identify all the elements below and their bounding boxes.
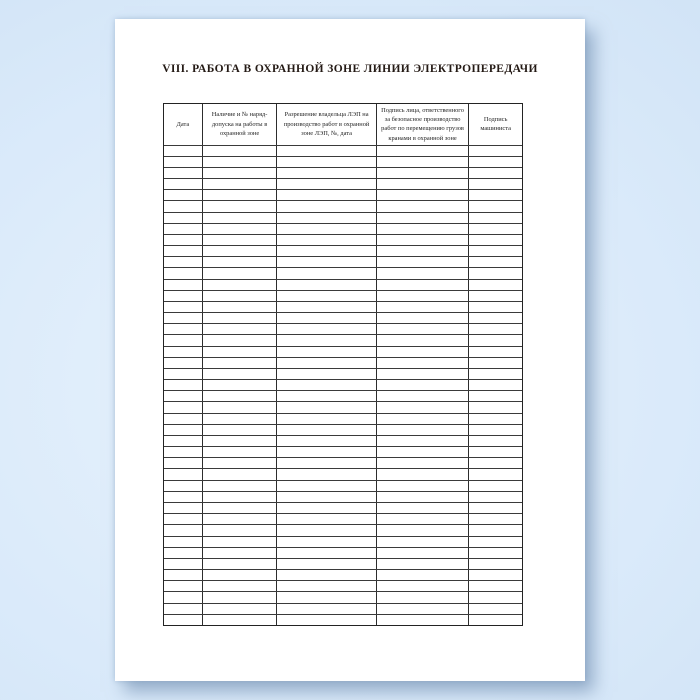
table-cell bbox=[164, 313, 203, 323]
table-cell bbox=[203, 514, 278, 524]
table-row bbox=[164, 334, 522, 345]
table-cell bbox=[277, 179, 376, 189]
table-cell bbox=[203, 324, 278, 334]
table-cell bbox=[277, 503, 376, 513]
table-cell bbox=[203, 291, 278, 301]
table-cell bbox=[277, 615, 376, 625]
table-cell bbox=[164, 268, 203, 278]
table-cell bbox=[277, 548, 376, 558]
table-cell bbox=[377, 324, 469, 334]
table-cell bbox=[377, 414, 469, 424]
table-row bbox=[164, 569, 522, 580]
table-cell bbox=[164, 179, 203, 189]
table-cell bbox=[203, 503, 278, 513]
table-row bbox=[164, 234, 522, 245]
table-cell bbox=[203, 604, 278, 614]
table-cell bbox=[277, 425, 376, 435]
table-cell bbox=[277, 514, 376, 524]
table-cell bbox=[203, 592, 278, 602]
table-cell bbox=[377, 257, 469, 267]
table-row bbox=[164, 413, 522, 424]
table-row bbox=[164, 603, 522, 614]
table-cell bbox=[277, 559, 376, 569]
table-row bbox=[164, 156, 522, 167]
table-cell bbox=[164, 168, 203, 178]
table-cell bbox=[203, 201, 278, 211]
table-cell bbox=[469, 414, 522, 424]
table-row bbox=[164, 323, 522, 334]
table-row bbox=[164, 312, 522, 323]
table-cell bbox=[469, 168, 522, 178]
table-cell bbox=[377, 436, 469, 446]
table-cell bbox=[203, 414, 278, 424]
table-cell bbox=[469, 302, 522, 312]
table-cell bbox=[203, 447, 278, 457]
table-cell bbox=[469, 313, 522, 323]
table-cell bbox=[469, 179, 522, 189]
table-cell bbox=[469, 615, 522, 625]
table-cell bbox=[377, 469, 469, 479]
table-cell bbox=[164, 548, 203, 558]
table-cell bbox=[377, 559, 469, 569]
table-row bbox=[164, 189, 522, 200]
table-cell bbox=[277, 291, 376, 301]
page-title: VIII. РАБОТА В ОХРАННОЙ ЗОНЕ ЛИНИИ ЭЛЕКТРОПЕРЕДАЧИ bbox=[162, 63, 538, 75]
table-cell bbox=[203, 469, 278, 479]
table-cell bbox=[277, 280, 376, 290]
table-cell bbox=[203, 537, 278, 547]
table-cell bbox=[164, 436, 203, 446]
table-row bbox=[164, 536, 522, 547]
table-cell bbox=[164, 481, 203, 491]
column-header-owner-permission: Разрешение владельца ЛЭП на производство работ в охранной зоне ЛЭП, №, дата bbox=[277, 104, 376, 145]
table-cell bbox=[277, 313, 376, 323]
table-cell bbox=[377, 503, 469, 513]
table-cell bbox=[377, 458, 469, 468]
table-cell bbox=[469, 257, 522, 267]
table-cell bbox=[469, 581, 522, 591]
table-cell bbox=[469, 235, 522, 245]
table-cell bbox=[203, 436, 278, 446]
table-cell bbox=[377, 525, 469, 535]
table-cell bbox=[164, 157, 203, 167]
table-cell bbox=[377, 179, 469, 189]
table-row bbox=[164, 401, 522, 412]
table-cell bbox=[203, 168, 278, 178]
table-row bbox=[164, 290, 522, 301]
table-cell bbox=[469, 469, 522, 479]
table-cell bbox=[469, 604, 522, 614]
table-cell bbox=[377, 347, 469, 357]
table-cell bbox=[277, 168, 376, 178]
table-cell bbox=[277, 224, 376, 234]
table-cell bbox=[277, 469, 376, 479]
table-row bbox=[164, 223, 522, 234]
table-cell bbox=[164, 537, 203, 547]
table-cell bbox=[203, 157, 278, 167]
table-cell bbox=[377, 592, 469, 602]
table-cell bbox=[164, 402, 203, 412]
table-cell bbox=[164, 391, 203, 401]
table-cell bbox=[277, 592, 376, 602]
table-cell bbox=[164, 246, 203, 256]
table-cell bbox=[164, 369, 203, 379]
table-cell bbox=[277, 157, 376, 167]
table-cell bbox=[203, 335, 278, 345]
table-cell bbox=[203, 481, 278, 491]
table-cell bbox=[277, 324, 376, 334]
table-cell bbox=[377, 391, 469, 401]
table-row bbox=[164, 424, 522, 435]
table-cell bbox=[164, 347, 203, 357]
table-cell bbox=[277, 537, 376, 547]
table-row bbox=[164, 212, 522, 223]
table-cell bbox=[164, 525, 203, 535]
table-cell bbox=[277, 436, 376, 446]
table-cell bbox=[277, 402, 376, 412]
table-cell bbox=[377, 157, 469, 167]
table-row bbox=[164, 547, 522, 558]
table-cell bbox=[164, 146, 203, 156]
table-cell bbox=[377, 548, 469, 558]
table-cell bbox=[469, 548, 522, 558]
table-cell bbox=[277, 570, 376, 580]
table-cell bbox=[377, 380, 469, 390]
table-row bbox=[164, 580, 522, 591]
table-cell bbox=[203, 146, 278, 156]
column-header-operator-signature: Подпись машиниста bbox=[480, 115, 511, 133]
table-cell bbox=[377, 425, 469, 435]
table-row bbox=[164, 178, 522, 189]
table-cell bbox=[469, 592, 522, 602]
table-cell bbox=[377, 146, 469, 156]
table-cell bbox=[164, 581, 203, 591]
table-row bbox=[164, 200, 522, 211]
table-cell bbox=[469, 358, 522, 368]
table-cell bbox=[377, 514, 469, 524]
table-cell bbox=[377, 369, 469, 379]
table-cell bbox=[469, 503, 522, 513]
table-cell bbox=[203, 570, 278, 580]
table-cell bbox=[164, 447, 203, 457]
table-cell bbox=[377, 213, 469, 223]
table-cell bbox=[377, 447, 469, 457]
table-body bbox=[164, 145, 522, 626]
table-cell bbox=[203, 268, 278, 278]
table-row bbox=[164, 457, 522, 468]
table-cell bbox=[203, 425, 278, 435]
table-cell bbox=[203, 246, 278, 256]
table-cell bbox=[377, 335, 469, 345]
table-cell bbox=[164, 201, 203, 211]
table-cell bbox=[377, 246, 469, 256]
table-cell bbox=[203, 213, 278, 223]
table-cell bbox=[469, 570, 522, 580]
table-cell bbox=[277, 492, 376, 502]
table-cell bbox=[164, 324, 203, 334]
table-cell bbox=[469, 369, 522, 379]
table-row bbox=[164, 301, 522, 312]
table-cell bbox=[469, 492, 522, 502]
table-cell bbox=[203, 179, 278, 189]
table-cell bbox=[164, 592, 203, 602]
table-cell bbox=[377, 358, 469, 368]
table-row bbox=[164, 256, 522, 267]
table-row bbox=[164, 614, 522, 625]
table-cell bbox=[469, 391, 522, 401]
table-cell bbox=[203, 235, 278, 245]
table-cell bbox=[164, 235, 203, 245]
table-cell bbox=[164, 358, 203, 368]
table-cell bbox=[203, 369, 278, 379]
table-cell bbox=[277, 257, 376, 267]
table-cell bbox=[469, 525, 522, 535]
table-cell bbox=[469, 436, 522, 446]
table-cell bbox=[164, 570, 203, 580]
table-cell bbox=[377, 190, 469, 200]
table-cell bbox=[377, 402, 469, 412]
table-cell bbox=[203, 525, 278, 535]
table-cell bbox=[203, 358, 278, 368]
table-row bbox=[164, 468, 522, 479]
table-cell bbox=[377, 168, 469, 178]
table-row bbox=[164, 524, 522, 535]
table-cell bbox=[203, 581, 278, 591]
table-cell bbox=[377, 537, 469, 547]
table-cell bbox=[164, 190, 203, 200]
table-cell bbox=[469, 268, 522, 278]
table-row bbox=[164, 435, 522, 446]
table-cell bbox=[203, 615, 278, 625]
table-row bbox=[164, 480, 522, 491]
table-row bbox=[164, 491, 522, 502]
table-cell bbox=[203, 257, 278, 267]
column-header-work-permit: Наличие и № наряд-допуска на работы в охранной зоне bbox=[203, 104, 278, 145]
table-cell bbox=[164, 615, 203, 625]
table-cell bbox=[164, 425, 203, 435]
table-cell bbox=[277, 447, 376, 457]
table-cell bbox=[469, 246, 522, 256]
table-cell bbox=[164, 224, 203, 234]
table-cell bbox=[469, 291, 522, 301]
table-cell bbox=[164, 414, 203, 424]
table-cell bbox=[277, 481, 376, 491]
table-cell bbox=[469, 335, 522, 345]
table-cell bbox=[277, 414, 376, 424]
table-cell bbox=[377, 615, 469, 625]
table-cell bbox=[377, 235, 469, 245]
table-header-row bbox=[164, 104, 522, 145]
document-page bbox=[115, 19, 585, 681]
table-cell bbox=[469, 201, 522, 211]
table-cell bbox=[277, 190, 376, 200]
table-cell bbox=[277, 458, 376, 468]
table-cell bbox=[203, 458, 278, 468]
table-cell bbox=[377, 291, 469, 301]
table-cell bbox=[203, 313, 278, 323]
table-cell bbox=[377, 313, 469, 323]
journal-table bbox=[163, 103, 523, 626]
table-cell bbox=[377, 280, 469, 290]
table-cell bbox=[203, 280, 278, 290]
table-cell bbox=[469, 157, 522, 167]
table-cell bbox=[469, 425, 522, 435]
table-cell bbox=[469, 537, 522, 547]
table-cell bbox=[203, 391, 278, 401]
column-header-date: Дата bbox=[164, 104, 203, 145]
table-cell bbox=[277, 246, 376, 256]
table-cell bbox=[164, 380, 203, 390]
table-cell bbox=[203, 224, 278, 234]
table-row bbox=[164, 379, 522, 390]
table-row bbox=[164, 346, 522, 357]
table-cell bbox=[469, 559, 522, 569]
table-cell bbox=[277, 335, 376, 345]
table-cell bbox=[164, 257, 203, 267]
table-cell bbox=[469, 224, 522, 234]
table-cell bbox=[377, 268, 469, 278]
table-cell bbox=[277, 604, 376, 614]
table-cell bbox=[469, 190, 522, 200]
table-cell bbox=[164, 280, 203, 290]
table-row bbox=[164, 446, 522, 457]
table-cell bbox=[469, 481, 522, 491]
table-cell bbox=[277, 525, 376, 535]
table-cell bbox=[277, 369, 376, 379]
table-cell bbox=[203, 302, 278, 312]
table-cell bbox=[203, 380, 278, 390]
table-cell bbox=[277, 213, 376, 223]
table-cell bbox=[469, 514, 522, 524]
table-cell bbox=[377, 224, 469, 234]
table-cell bbox=[377, 581, 469, 591]
table-cell bbox=[277, 581, 376, 591]
table-row bbox=[164, 513, 522, 524]
table-cell bbox=[277, 302, 376, 312]
table-cell bbox=[203, 402, 278, 412]
table-row bbox=[164, 357, 522, 368]
table-cell bbox=[377, 492, 469, 502]
table-cell bbox=[164, 302, 203, 312]
table-cell bbox=[377, 481, 469, 491]
table-cell bbox=[164, 559, 203, 569]
table-cell bbox=[164, 604, 203, 614]
table-cell bbox=[377, 570, 469, 580]
table-cell bbox=[469, 402, 522, 412]
table-cell bbox=[164, 514, 203, 524]
table-cell bbox=[203, 559, 278, 569]
table-cell bbox=[377, 302, 469, 312]
table-cell bbox=[203, 492, 278, 502]
table-cell bbox=[469, 146, 522, 156]
table-row bbox=[164, 502, 522, 513]
table-cell bbox=[277, 268, 376, 278]
table-cell bbox=[164, 469, 203, 479]
table-cell bbox=[164, 335, 203, 345]
table-row bbox=[164, 167, 522, 178]
table-cell bbox=[469, 458, 522, 468]
table-cell bbox=[377, 604, 469, 614]
table-cell bbox=[277, 380, 376, 390]
table-cell bbox=[469, 280, 522, 290]
table-row bbox=[164, 390, 522, 401]
table-cell bbox=[277, 201, 376, 211]
table-row bbox=[164, 591, 522, 602]
table-cell bbox=[203, 548, 278, 558]
table-row bbox=[164, 245, 522, 256]
table-cell bbox=[277, 391, 376, 401]
table-cell bbox=[469, 380, 522, 390]
table-cell bbox=[164, 458, 203, 468]
table-row bbox=[164, 558, 522, 569]
table-cell bbox=[277, 235, 376, 245]
table-cell bbox=[203, 347, 278, 357]
table-row bbox=[164, 279, 522, 290]
table-cell bbox=[277, 347, 376, 357]
table-cell bbox=[377, 201, 469, 211]
table-cell bbox=[164, 492, 203, 502]
table-cell bbox=[164, 503, 203, 513]
table-cell bbox=[469, 213, 522, 223]
table-cell bbox=[469, 347, 522, 357]
table-cell bbox=[277, 358, 376, 368]
table-row bbox=[164, 145, 522, 156]
table-cell bbox=[203, 190, 278, 200]
table-row bbox=[164, 267, 522, 278]
table-cell bbox=[164, 213, 203, 223]
table-cell bbox=[469, 324, 522, 334]
table-cell bbox=[164, 291, 203, 301]
table-row bbox=[164, 368, 522, 379]
table-cell bbox=[469, 447, 522, 457]
table-cell bbox=[277, 146, 376, 156]
column-header-responsible-signature: Подпись лица, ответственного за безопасное производство работ по перемещению грузов кранами в охранной зоне bbox=[377, 104, 469, 145]
